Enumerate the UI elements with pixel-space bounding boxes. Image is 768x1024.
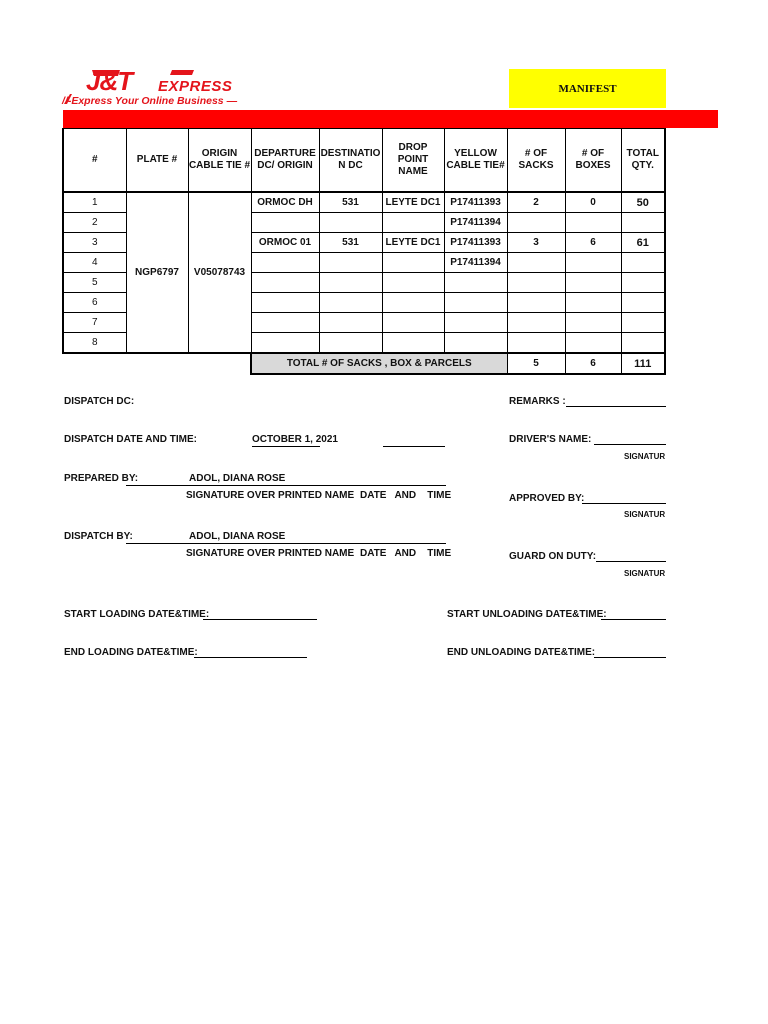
total-row (63, 353, 665, 374)
approved-signature-label: SIGNATUR (624, 510, 666, 519)
header-drop-point: DROP POINT NAME (382, 129, 444, 193)
boxes-cell (565, 313, 621, 333)
prepared-sig-over-name: SIGNATURE OVER PRINTED NAME (186, 490, 355, 501)
row-number-cell: 5 (63, 273, 126, 293)
destination-cell (319, 213, 382, 233)
destination-cell (319, 313, 382, 333)
dispatch-dc-label: DISPATCH DC: (64, 396, 135, 407)
drop-point-cell: LEYTE DC1 (382, 233, 444, 253)
yellow-tie-cell: P17411393 (444, 233, 507, 253)
dispatch-date-label: DISPATCH DATE AND TIME: (64, 434, 197, 445)
yellow-tie-cell: P17411394 (444, 213, 507, 233)
header-destination: DESTINATIO N DC (319, 129, 382, 193)
table-header-row (63, 129, 665, 193)
departure-cell (251, 333, 319, 354)
yellow-tie-cell (444, 273, 507, 293)
end-unloading-line[interactable] (594, 657, 666, 658)
sacks-cell: 3 (507, 233, 565, 253)
row-number-cell: 2 (63, 213, 126, 233)
dispatch-sig-over-name: SIGNATURE OVER PRINTED NAME (186, 548, 355, 559)
sacks-cell: 2 (507, 192, 565, 213)
departure-cell (251, 293, 319, 313)
end-loading-label: END LOADING DATE&TIME: (64, 647, 198, 658)
logo-express-text: EXPRESS (158, 78, 233, 95)
destination-cell (319, 333, 382, 354)
dispatch-by-line[interactable] (126, 543, 446, 544)
boxes-cell (565, 333, 621, 354)
boxes-cell (565, 293, 621, 313)
boxes-cell: 6 (565, 233, 621, 253)
drop-point-cell (382, 253, 444, 273)
drop-point-cell (382, 213, 444, 233)
total-boxes-cell: 6 (565, 353, 621, 374)
driver-name-label: DRIVER'S NAME: (509, 434, 592, 445)
dispatch-date-time: DATE AND TIME (360, 548, 452, 559)
drop-point-cell (382, 293, 444, 313)
header-yellow-cable-tie: YELLOW CABLE TIE# (444, 129, 507, 193)
destination-cell: 531 (319, 233, 382, 253)
drop-point-cell (382, 313, 444, 333)
drop-point-cell (382, 333, 444, 354)
destination-cell (319, 293, 382, 313)
yellow-tie-cell (444, 293, 507, 313)
red-header-bar (63, 110, 718, 128)
driver-name-line[interactable] (594, 444, 666, 445)
dispatch-by-label: DISPATCH BY: (64, 531, 133, 542)
yellow-tie-cell (444, 313, 507, 333)
total-qty-cell (621, 253, 665, 273)
header-boxes: # OF BOXES (565, 129, 621, 193)
row-number-cell: 4 (63, 253, 126, 273)
total-sacks-cell: 5 (507, 353, 565, 374)
sacks-cell (507, 333, 565, 354)
total-qty-cell (621, 273, 665, 293)
end-loading-line[interactable] (194, 657, 307, 658)
row-number-cell: 8 (63, 333, 126, 354)
boxes-cell (565, 253, 621, 273)
yellow-tie-cell: P17411393 (444, 192, 507, 213)
departure-cell (251, 313, 319, 333)
total-qty-cell: 50 (621, 192, 665, 213)
total-qty-cell (621, 333, 665, 354)
sacks-cell (507, 293, 565, 313)
drop-point-cell: LEYTE DC1 (382, 192, 444, 213)
drop-point-cell (382, 273, 444, 293)
row-number-cell: 7 (63, 313, 126, 333)
guard-line[interactable] (596, 561, 666, 562)
destination-cell (319, 253, 382, 273)
guard-on-duty-label: GUARD ON DUTY: (509, 551, 597, 562)
destination-cell (319, 273, 382, 293)
guard-signature-label: SIGNATUR (624, 569, 666, 578)
dispatch-date-value: OCTOBER 1, 2021 (252, 434, 338, 445)
prepared-date-time: DATE AND TIME (360, 490, 452, 501)
total-qty-cell (621, 213, 665, 233)
sacks-cell (507, 313, 565, 333)
dispatch-by-value: ADOL, DIANA ROSE (189, 531, 286, 542)
header-total-qty: TOTAL QTY. (621, 129, 665, 193)
start-unloading-label: START UNLOADING DATE&TIME: (447, 609, 607, 620)
start-loading-line[interactable] (203, 619, 317, 620)
start-unloading-line[interactable] (601, 619, 666, 620)
departure-cell: ORMOC 01 (251, 233, 319, 253)
remarks-label: REMARKS : (509, 396, 566, 407)
sacks-cell (507, 213, 565, 233)
row-number-cell: 3 (63, 233, 126, 253)
sacks-cell (507, 273, 565, 293)
prepared-by-value: ADOL, DIANA ROSE (189, 473, 286, 484)
dispatch-date-line (252, 446, 320, 447)
start-loading-label: START LOADING DATE&TIME: (64, 609, 210, 620)
prepared-by-label: PREPARED BY: (64, 473, 139, 484)
manifest-table (62, 128, 666, 375)
remarks-line[interactable] (566, 406, 666, 407)
row-number-cell: 6 (63, 293, 126, 313)
dispatch-time-line[interactable] (383, 446, 445, 447)
total-qty-cell (621, 293, 665, 313)
end-unloading-label: END UNLOADING DATE&TIME: (447, 647, 596, 658)
table-row (63, 192, 665, 213)
origin-cable-tie-cell: V05078743 (188, 192, 251, 353)
departure-cell: ORMOC DH (251, 192, 319, 213)
header-no: # (63, 129, 126, 193)
prepared-by-line[interactable] (126, 485, 446, 486)
manifest-title: MANIFEST (509, 69, 666, 108)
yellow-tie-cell (444, 333, 507, 354)
total-qty-cell: 61 (621, 233, 665, 253)
logo-tagline: //-Express Your Online Business — (62, 95, 238, 107)
header-departure: DEPARTURE DC/ ORIGIN (251, 129, 319, 193)
row-number-cell: 1 (63, 192, 126, 213)
tagline-text: Express Your Online Business (71, 95, 224, 107)
header-sacks: # OF SACKS (507, 129, 565, 193)
boxes-cell: 0 (565, 192, 621, 213)
boxes-cell (565, 273, 621, 293)
departure-cell (251, 253, 319, 273)
total-label-cell: TOTAL # OF SACKS , BOX & PARCELS (251, 353, 507, 374)
boxes-cell (565, 213, 621, 233)
approved-by-line[interactable] (582, 503, 666, 504)
header-origin-cable-tie: ORIGIN CABLE TIE # (188, 129, 251, 193)
departure-cell (251, 213, 319, 233)
total-qty-cell (621, 313, 665, 333)
yellow-tie-cell: P17411394 (444, 253, 507, 273)
logo-jt-text: J&T (86, 66, 133, 96)
total-qty-cell: 111 (621, 353, 665, 374)
total-row-spacer (63, 353, 251, 374)
approved-by-label: APPROVED BY: (509, 493, 585, 504)
sacks-cell (507, 253, 565, 273)
departure-cell (251, 273, 319, 293)
plate-cell: NGP6797 (126, 192, 188, 353)
driver-signature-label: SIGNATUR (624, 452, 666, 461)
header-plate: PLATE # (126, 129, 188, 193)
destination-cell: 531 (319, 192, 382, 213)
